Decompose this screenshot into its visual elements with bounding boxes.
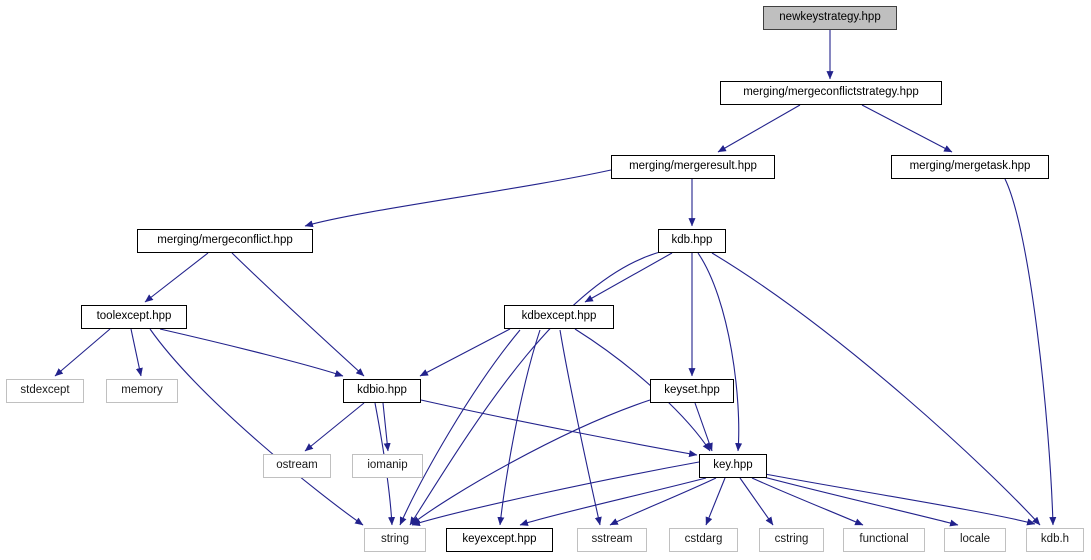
graph-node-label: functional — [859, 533, 909, 546]
graph-edge — [698, 253, 739, 451]
graph-node-label: ostream — [276, 459, 318, 472]
graph-edge — [160, 329, 343, 376]
graph-edge — [560, 330, 600, 525]
graph-node-iomanip[interactable] — [352, 454, 423, 478]
graph-node-toolexcept[interactable] — [81, 305, 187, 329]
graph-node-kdbexcept[interactable] — [504, 305, 614, 329]
graph-edge — [706, 478, 725, 525]
graph-node-label: iomanip — [367, 459, 408, 472]
graph-edge — [55, 329, 110, 376]
graph-node-string[interactable] — [364, 528, 426, 552]
graph-edge — [150, 329, 363, 525]
graph-node-label: kdb.h — [1040, 533, 1070, 546]
graph-edge — [585, 253, 672, 302]
graph-edge — [500, 330, 540, 525]
graph-edge — [305, 403, 364, 451]
graph-edge — [131, 329, 141, 376]
graph-edge — [862, 105, 952, 152]
graph-node-label: merging/mergetask.hpp — [909, 160, 1031, 173]
graph-node-newkeystrategy[interactable] — [763, 6, 897, 30]
graph-edge — [145, 253, 208, 302]
graph-edge — [740, 478, 773, 525]
graph-node-keyexcept[interactable] — [446, 528, 553, 552]
graph-node-label: memory — [121, 384, 163, 397]
graph-node-label: merging/mergeconflictstrategy.hpp — [743, 86, 919, 99]
graph-edge — [718, 105, 800, 152]
graph-node-label: kdbio.hpp — [357, 384, 407, 397]
graph-edge — [383, 403, 388, 451]
graph-node-label: cstdarg — [684, 533, 723, 546]
graph-node-locale[interactable] — [944, 528, 1006, 552]
graph-edge — [520, 478, 706, 525]
graph-node-mergeconflict[interactable] — [137, 229, 313, 253]
graph-node-memory[interactable] — [106, 379, 178, 403]
graph-edge — [412, 400, 650, 524]
graph-node-ostream[interactable] — [263, 454, 331, 478]
graph-node-mergeresult[interactable] — [611, 155, 775, 179]
graph-node-kdbio[interactable] — [343, 379, 421, 403]
graph-node-cstdarg[interactable] — [669, 528, 738, 552]
graph-node-label: keyset.hpp — [664, 384, 720, 397]
graph-node-label: key.hpp — [713, 459, 753, 472]
graph-edge — [752, 478, 863, 525]
graph-node-label: merging/mergeconflict.hpp — [157, 234, 293, 247]
graph-node-label: kdbexcept.hpp — [521, 310, 597, 323]
graph-edge — [305, 170, 611, 226]
graph-node-kdbh[interactable] — [1026, 528, 1084, 552]
graph-edge — [695, 403, 712, 451]
graph-node-label: locale — [959, 533, 991, 546]
graph-node-functional[interactable] — [843, 528, 925, 552]
graph-edge — [712, 253, 1040, 525]
graph-node-kdb[interactable] — [658, 229, 726, 253]
graph-node-label: newkeystrategy.hpp — [779, 11, 881, 24]
graph-edge — [410, 252, 660, 525]
graph-edge — [765, 474, 1035, 524]
graph-node-label: string — [380, 533, 410, 546]
graph-node-key[interactable] — [699, 454, 767, 478]
graph-node-label: toolexcept.hpp — [96, 310, 172, 323]
graph-node-label: cstring — [774, 533, 809, 546]
graph-edge — [610, 478, 716, 525]
graph-node-cstring[interactable] — [759, 528, 824, 552]
graph-edge — [1005, 179, 1053, 525]
graph-edge — [232, 253, 364, 376]
graph-node-label: sstream — [591, 533, 633, 546]
graph-node-keyset[interactable] — [650, 379, 734, 403]
graph-node-label: kdb.hpp — [671, 234, 713, 247]
graph-edge — [760, 476, 958, 525]
graph-node-label: keyexcept.hpp — [462, 533, 537, 546]
graph-edge — [400, 330, 520, 525]
graph-node-mergetask[interactable] — [891, 155, 1049, 179]
graph-node-label: merging/mergeresult.hpp — [629, 160, 757, 173]
graph-node-sstream[interactable] — [577, 528, 647, 552]
graph-edge — [412, 462, 699, 525]
graph-edge — [420, 329, 510, 376]
graph-node-stdexcept[interactable] — [6, 379, 84, 403]
graph-edge — [421, 400, 697, 455]
graph-node-mergeconflictstrategy[interactable] — [720, 81, 942, 105]
graph-node-label: stdexcept — [20, 384, 70, 397]
